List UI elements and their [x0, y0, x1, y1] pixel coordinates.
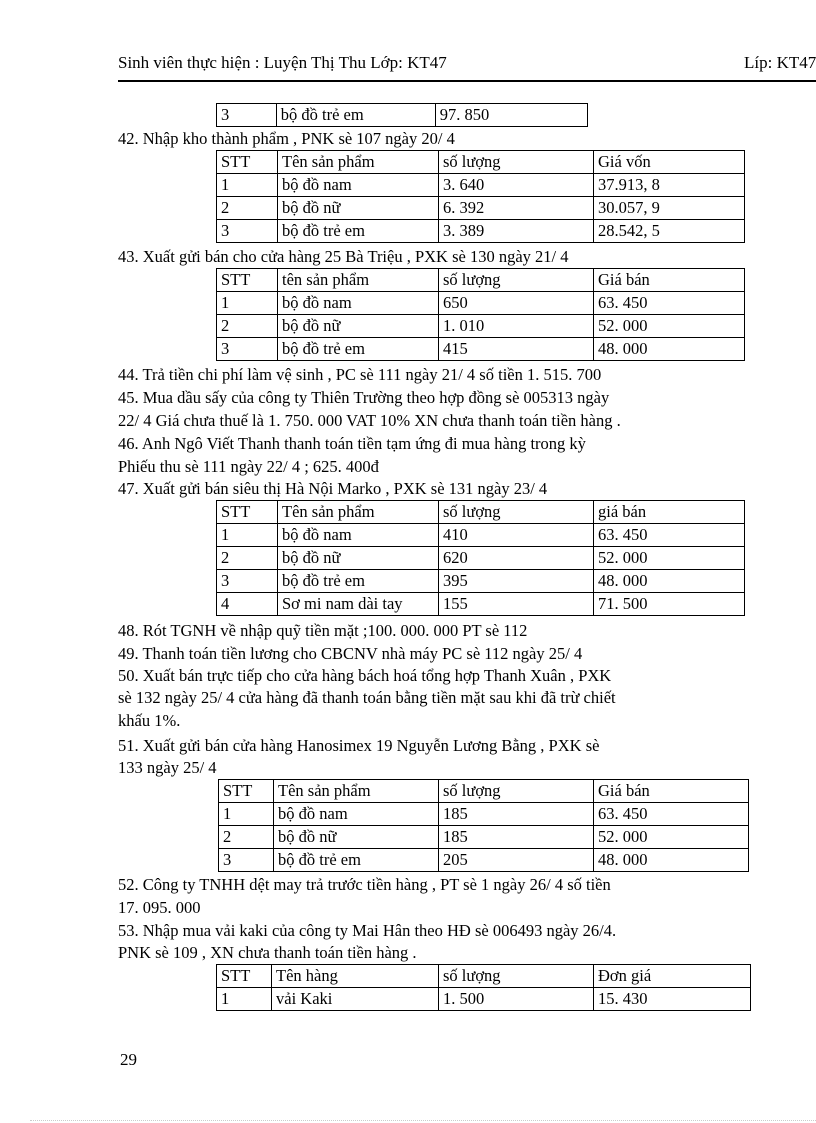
- table-cell: 63. 450: [594, 803, 749, 826]
- table-cell: 395: [439, 570, 594, 593]
- table-row: [217, 570, 745, 593]
- table-cell: bộ đồ trẻ em: [274, 849, 439, 872]
- table-cell: Giá bán: [594, 780, 749, 803]
- table-cell: 2: [217, 315, 278, 338]
- table-cell: số lượng: [439, 965, 594, 988]
- table-cell: số lượng: [439, 780, 594, 803]
- table-cell: bộ đồ nam: [278, 292, 439, 315]
- table-cell: 3: [217, 104, 277, 127]
- table-cell: 3: [217, 338, 278, 361]
- table-row: [217, 174, 745, 197]
- table-cell: STT: [217, 501, 278, 524]
- table-cell: 1: [217, 524, 278, 547]
- header-divider: [118, 80, 816, 82]
- table-row: [219, 826, 749, 849]
- table-cell: giá bán: [594, 501, 745, 524]
- table-cell: 48. 000: [594, 570, 745, 593]
- table-cell: 185: [439, 803, 594, 826]
- table-entry-51: [218, 779, 749, 872]
- entry-53-line2: PNK sè 109 , XN chưa thanh toán tiền hàng .: [118, 943, 417, 962]
- entry-48: 48. Rót TGNH về nhập quỹ tiền mặt ;100. 000. 000 PT sè 112: [118, 621, 528, 640]
- table-cell: 30.057, 9: [594, 197, 745, 220]
- table-row: [217, 593, 745, 616]
- table-cell: bộ đồ nam: [274, 803, 439, 826]
- table-entry-53: [216, 964, 751, 1011]
- table-header-row: [219, 780, 749, 803]
- table-cell: 185: [439, 826, 594, 849]
- entry-46-line2: Phiếu thu sè 111 ngày 22/ 4 ; 625. 400đ: [118, 457, 379, 476]
- table-cell: bộ đồ trẻ em: [276, 104, 435, 127]
- table-cell: Tên sản phẩm: [278, 501, 439, 524]
- table-cell: bộ đồ nam: [278, 524, 439, 547]
- entry-51-line1: 51. Xuất gửi bán cửa hàng Hanosimex 19 Nguyễn Lương Bằng , PXK sè: [118, 736, 600, 755]
- table-cell: 6. 392: [439, 197, 594, 220]
- table-cell: tên sản phẩm: [278, 269, 439, 292]
- table-cell: bộ đồ nữ: [278, 547, 439, 570]
- table-cell: bộ đồ trẻ em: [278, 570, 439, 593]
- table-cell: 410: [439, 524, 594, 547]
- header-class: Líp: KT47: [744, 53, 816, 72]
- table-header-row: [217, 151, 745, 174]
- entry-44: 44. Trả tiền chi phí làm vệ sinh , PC sè 111 ngày 21/ 4 số tiền 1. 515. 700: [118, 365, 602, 384]
- table-cell: 63. 450: [594, 524, 745, 547]
- table-cell: vải Kaki: [272, 988, 439, 1011]
- entry-49: 49. Thanh toán tiền lương cho CBCNV nhà máy PC sè 112 ngày 25/ 4: [118, 644, 583, 663]
- table-cell: 2: [217, 197, 278, 220]
- entry-43: 43. Xuất gửi bán cho cửa hàng 25 Bà Triệu , PXK sè 130 ngày 21/ 4: [118, 247, 569, 266]
- table-row: [217, 524, 745, 547]
- table-row: [217, 315, 745, 338]
- table-entry-43: [216, 268, 745, 361]
- table-continued: [216, 103, 588, 127]
- table-cell: 52. 000: [594, 547, 745, 570]
- table-row: [217, 104, 588, 127]
- entry-53-line1: 53. Nhập mua vải kaki của công ty Mai Hân theo HĐ sè 006493 ngày 26/4.: [118, 921, 617, 940]
- header-student-info: Sinh viên thực hiện : Luyện Thị Thu Lớp: KT47: [118, 53, 447, 72]
- table-cell: bộ đồ trẻ em: [278, 220, 439, 243]
- table-row: [217, 338, 745, 361]
- table-cell: 620: [439, 547, 594, 570]
- table-cell: 4: [217, 593, 278, 616]
- table-cell: Giá vốn: [594, 151, 745, 174]
- table-cell: số lượng: [439, 501, 594, 524]
- table-entry-42: [216, 150, 745, 243]
- table-cell: 52. 000: [594, 315, 745, 338]
- table-cell: 37.913, 8: [594, 174, 745, 197]
- table-entry-47: [216, 500, 745, 616]
- table-cell: 3: [219, 849, 274, 872]
- table-cell: Sơ mi nam dài tay: [278, 593, 439, 616]
- table-cell: 48. 000: [594, 849, 749, 872]
- table-cell: 15. 430: [594, 988, 751, 1011]
- table-cell: 1: [217, 988, 272, 1011]
- table-cell: 1: [217, 174, 278, 197]
- table-row: [219, 849, 749, 872]
- table-row: [217, 197, 745, 220]
- table-row: [219, 803, 749, 826]
- entry-50-line2: sè 132 ngày 25/ 4 cửa hàng đã thanh toán bằng tiền mặt sau khi đã trừ chiết: [118, 688, 616, 707]
- table-cell: STT: [217, 965, 272, 988]
- page-number: 29: [120, 1050, 137, 1069]
- table-cell: 48. 000: [594, 338, 745, 361]
- table-cell: STT: [217, 151, 278, 174]
- footer-divider: [30, 1120, 816, 1121]
- entry-46-line1: 46. Anh Ngô Viết Thanh thanh toán tiền tạm ứng đi mua hàng trong kỳ: [118, 434, 586, 453]
- table-cell: 155: [439, 593, 594, 616]
- entry-50-line1: 50. Xuất bán trực tiếp cho cửa hàng bách hoá tổng hợp Thanh Xuân , PXK: [118, 666, 612, 685]
- table-header-row: [217, 269, 745, 292]
- table-row: [217, 220, 745, 243]
- table-cell: 52. 000: [594, 826, 749, 849]
- entry-52-line1: 52. Công ty TNHH dệt may trả trước tiền hàng , PT sè 1 ngày 26/ 4 số tiền: [118, 875, 611, 894]
- table-cell: 28.542, 5: [594, 220, 745, 243]
- table-cell: Giá bán: [594, 269, 745, 292]
- table-cell: bộ đồ nam: [278, 174, 439, 197]
- entry-51-line2: 133 ngày 25/ 4: [118, 758, 217, 777]
- table-cell: Tên sản phẩm: [274, 780, 439, 803]
- table-cell: 97. 850: [435, 104, 587, 127]
- table-cell: 1. 010: [439, 315, 594, 338]
- entry-50-line3: khấu 1%.: [118, 711, 181, 730]
- table-cell: 71. 500: [594, 593, 745, 616]
- table-cell: 1: [217, 292, 278, 315]
- table-cell: 1: [219, 803, 274, 826]
- table-cell: Đơn giá: [594, 965, 751, 988]
- table-row: [217, 547, 745, 570]
- table-cell: số lượng: [439, 269, 594, 292]
- table-cell: 3. 640: [439, 174, 594, 197]
- table-cell: bộ đồ trẻ em: [278, 338, 439, 361]
- table-cell: 2: [217, 547, 278, 570]
- table-cell: 650: [439, 292, 594, 315]
- table-header-row: [217, 965, 751, 988]
- table-row: [217, 292, 745, 315]
- entry-47: 47. Xuất gửi bán siêu thị Hà Nội Marko , PXK sè 131 ngày 23/ 4: [118, 479, 548, 498]
- entry-45-line1: 45. Mua dầu sấy của công ty Thiên Trường theo hợp đồng sè 005313 ngày: [118, 388, 610, 407]
- table-cell: số lượng: [439, 151, 594, 174]
- table-cell: 2: [219, 826, 274, 849]
- table-cell: 3: [217, 570, 278, 593]
- table-cell: 415: [439, 338, 594, 361]
- entry-42: 42. Nhập kho thành phẩm , PNK sè 107 ngày 20/ 4: [118, 129, 455, 148]
- table-cell: STT: [217, 269, 278, 292]
- table-cell: 1. 500: [439, 988, 594, 1011]
- table-cell: bộ đồ nữ: [274, 826, 439, 849]
- table-cell: 63. 450: [594, 292, 745, 315]
- table-cell: 3. 389: [439, 220, 594, 243]
- entry-45-line2: 22/ 4 Giá chưa thuế là 1. 750. 000 VAT 10% XN chưa thanh toán tiền hàng .: [118, 411, 621, 430]
- table-cell: 3: [217, 220, 278, 243]
- table-cell: Tên hàng: [272, 965, 439, 988]
- table-row: [217, 988, 751, 1011]
- table-header-row: [217, 501, 745, 524]
- table-cell: 205: [439, 849, 594, 872]
- entry-52-line2: 17. 095. 000: [118, 898, 201, 917]
- table-cell: STT: [219, 780, 274, 803]
- table-cell: Tên sản phẩm: [278, 151, 439, 174]
- table-cell: bộ đồ nữ: [278, 197, 439, 220]
- table-cell: bộ đồ nữ: [278, 315, 439, 338]
